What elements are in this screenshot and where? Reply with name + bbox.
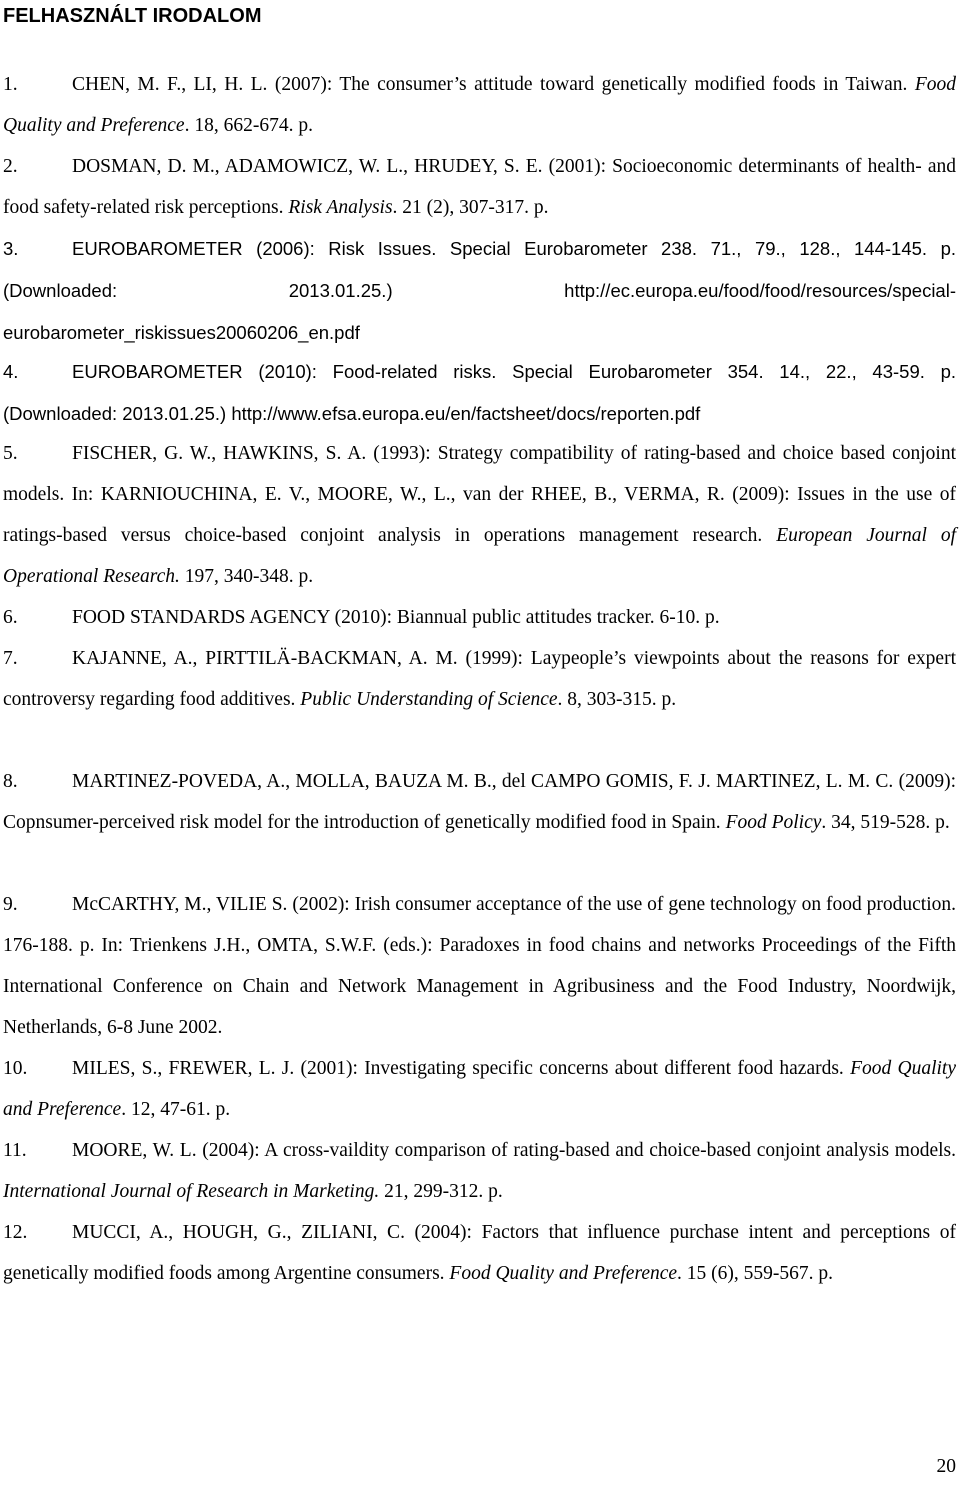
reference-number: 3. — [3, 238, 19, 259]
reference-6: 6. FOOD STANDARDS AGENCY (2010): Biannual public attitudes tracker. 6-10. p. — [3, 597, 956, 638]
reference-3: 3. EUROBAROMETER (2006): Risk Issues. Special Eurobarometer 238. 71., 79., 128., 144-145. p. (Downloaded: 2013.01.25.) http://ec.europa.eu/food/food/resources/special-eurobarometer_riskissues20060206_en.pdf — [3, 228, 956, 354]
reference-12: 12. MUCCI, A., HOUGH, G., ZILIANI, C. (2004): Factors that influence purchase intent and perceptions of genetically modified foods among Argentine consumers. Food Quality and Preference. 15 (6), 559-567. p. — [3, 1212, 956, 1294]
reference-number: 11. — [3, 1140, 27, 1161]
reference-number: 7. — [3, 648, 18, 669]
page-heading: FELHASZNÁLT IRODALOM — [3, 5, 262, 27]
page-number: 20 — [936, 1456, 956, 1477]
reference-7: 7. KAJANNE, A., PIRTTILÄ-BACKMAN, A. M. (1999): Laypeople’s viewpoints about the reasons for expert controversy regarding food additives. Public Understanding of Science. 8, 303-315. p. — [3, 638, 956, 720]
reference-number: 9. — [3, 894, 18, 915]
reference-5: 5. FISCHER, G. W., HAWKINS, S. A. (1993): Strategy compatibility of rating-based and choice based conjoint models. In: KARNIOUCHINA, E. V., MOORE, W., L., van der RHEE, B., VERMA, R. (2009): Issues in the use of ratings-based versus choice-based conjoint analysis in operations management research. European Journal of Operational Research. 197, 340-348. p. — [3, 433, 956, 597]
reference-number: 8. — [3, 771, 18, 792]
reference-10: 10. MILES, S., FREWER, L. J. (2001): Investigating specific concerns about different food hazards. Food Quality and Preference. 12, 47-61. p. — [3, 1048, 956, 1130]
reference-4: 4. EUROBAROMETER (2010): Food-related risks. Special Eurobarometer 354. 14., 22., 43-59. p. (Downloaded: 2013.01.25.) http://www.efsa.europa.eu/en/factsheet/docs/reporten.pdf — [3, 351, 956, 435]
reference-number: 10. — [3, 1058, 28, 1079]
reference-number: 4. — [3, 361, 19, 382]
reference-number: 2. — [3, 156, 18, 177]
reference-8: 8. MARTINEZ-POVEDA, A., MOLLA, BAUZA M. B., del CAMPO GOMIS, F. J. MARTINEZ, L. M. C. (2009): Copnsumer-perceived risk model for the introduction of genetically modified food in Spain. Food Policy. 34, 519-528. p. — [3, 761, 956, 843]
reference-number: 1. — [3, 74, 18, 95]
reference-1: 1. CHEN, M. F., LI, H. L. (2007): The consumer’s attitude toward genetically modified foods in Taiwan. Food Quality and Preference. 18, 662-674. p. — [3, 64, 956, 146]
reference-9: 9. McCARTHY, M., VILIE S. (2002): Irish consumer acceptance of the use of gene technology on food production. 176-188. p. In: Trienkens J.H., OMTA, S.W.F. (eds.): Paradoxes in food chains and networks Proceedings of the Fifth International Conference on Chain and Network Management in Agribusiness and the Food Industry, Noordwijk, Netherlands, 6-8 June 2002. — [3, 884, 956, 1048]
reference-number: 6. — [3, 607, 18, 628]
reference-number: 12. — [3, 1222, 28, 1243]
reference-11: 11. MOORE, W. L. (2004): A cross-vaildity comparison of rating-based and choice-based conjoint analysis models. International Journal of Research in Marketing. 21, 299-312. p. — [3, 1130, 956, 1212]
reference-2: 2. DOSMAN, D. M., ADAMOWICZ, W. L., HRUDEY, S. E. (2001): Socioeconomic determinants of health- and food safety-related risk perceptions. Risk Analysis. 21 (2), 307-317. p. — [3, 146, 956, 228]
reference-number: 5. — [3, 443, 18, 464]
